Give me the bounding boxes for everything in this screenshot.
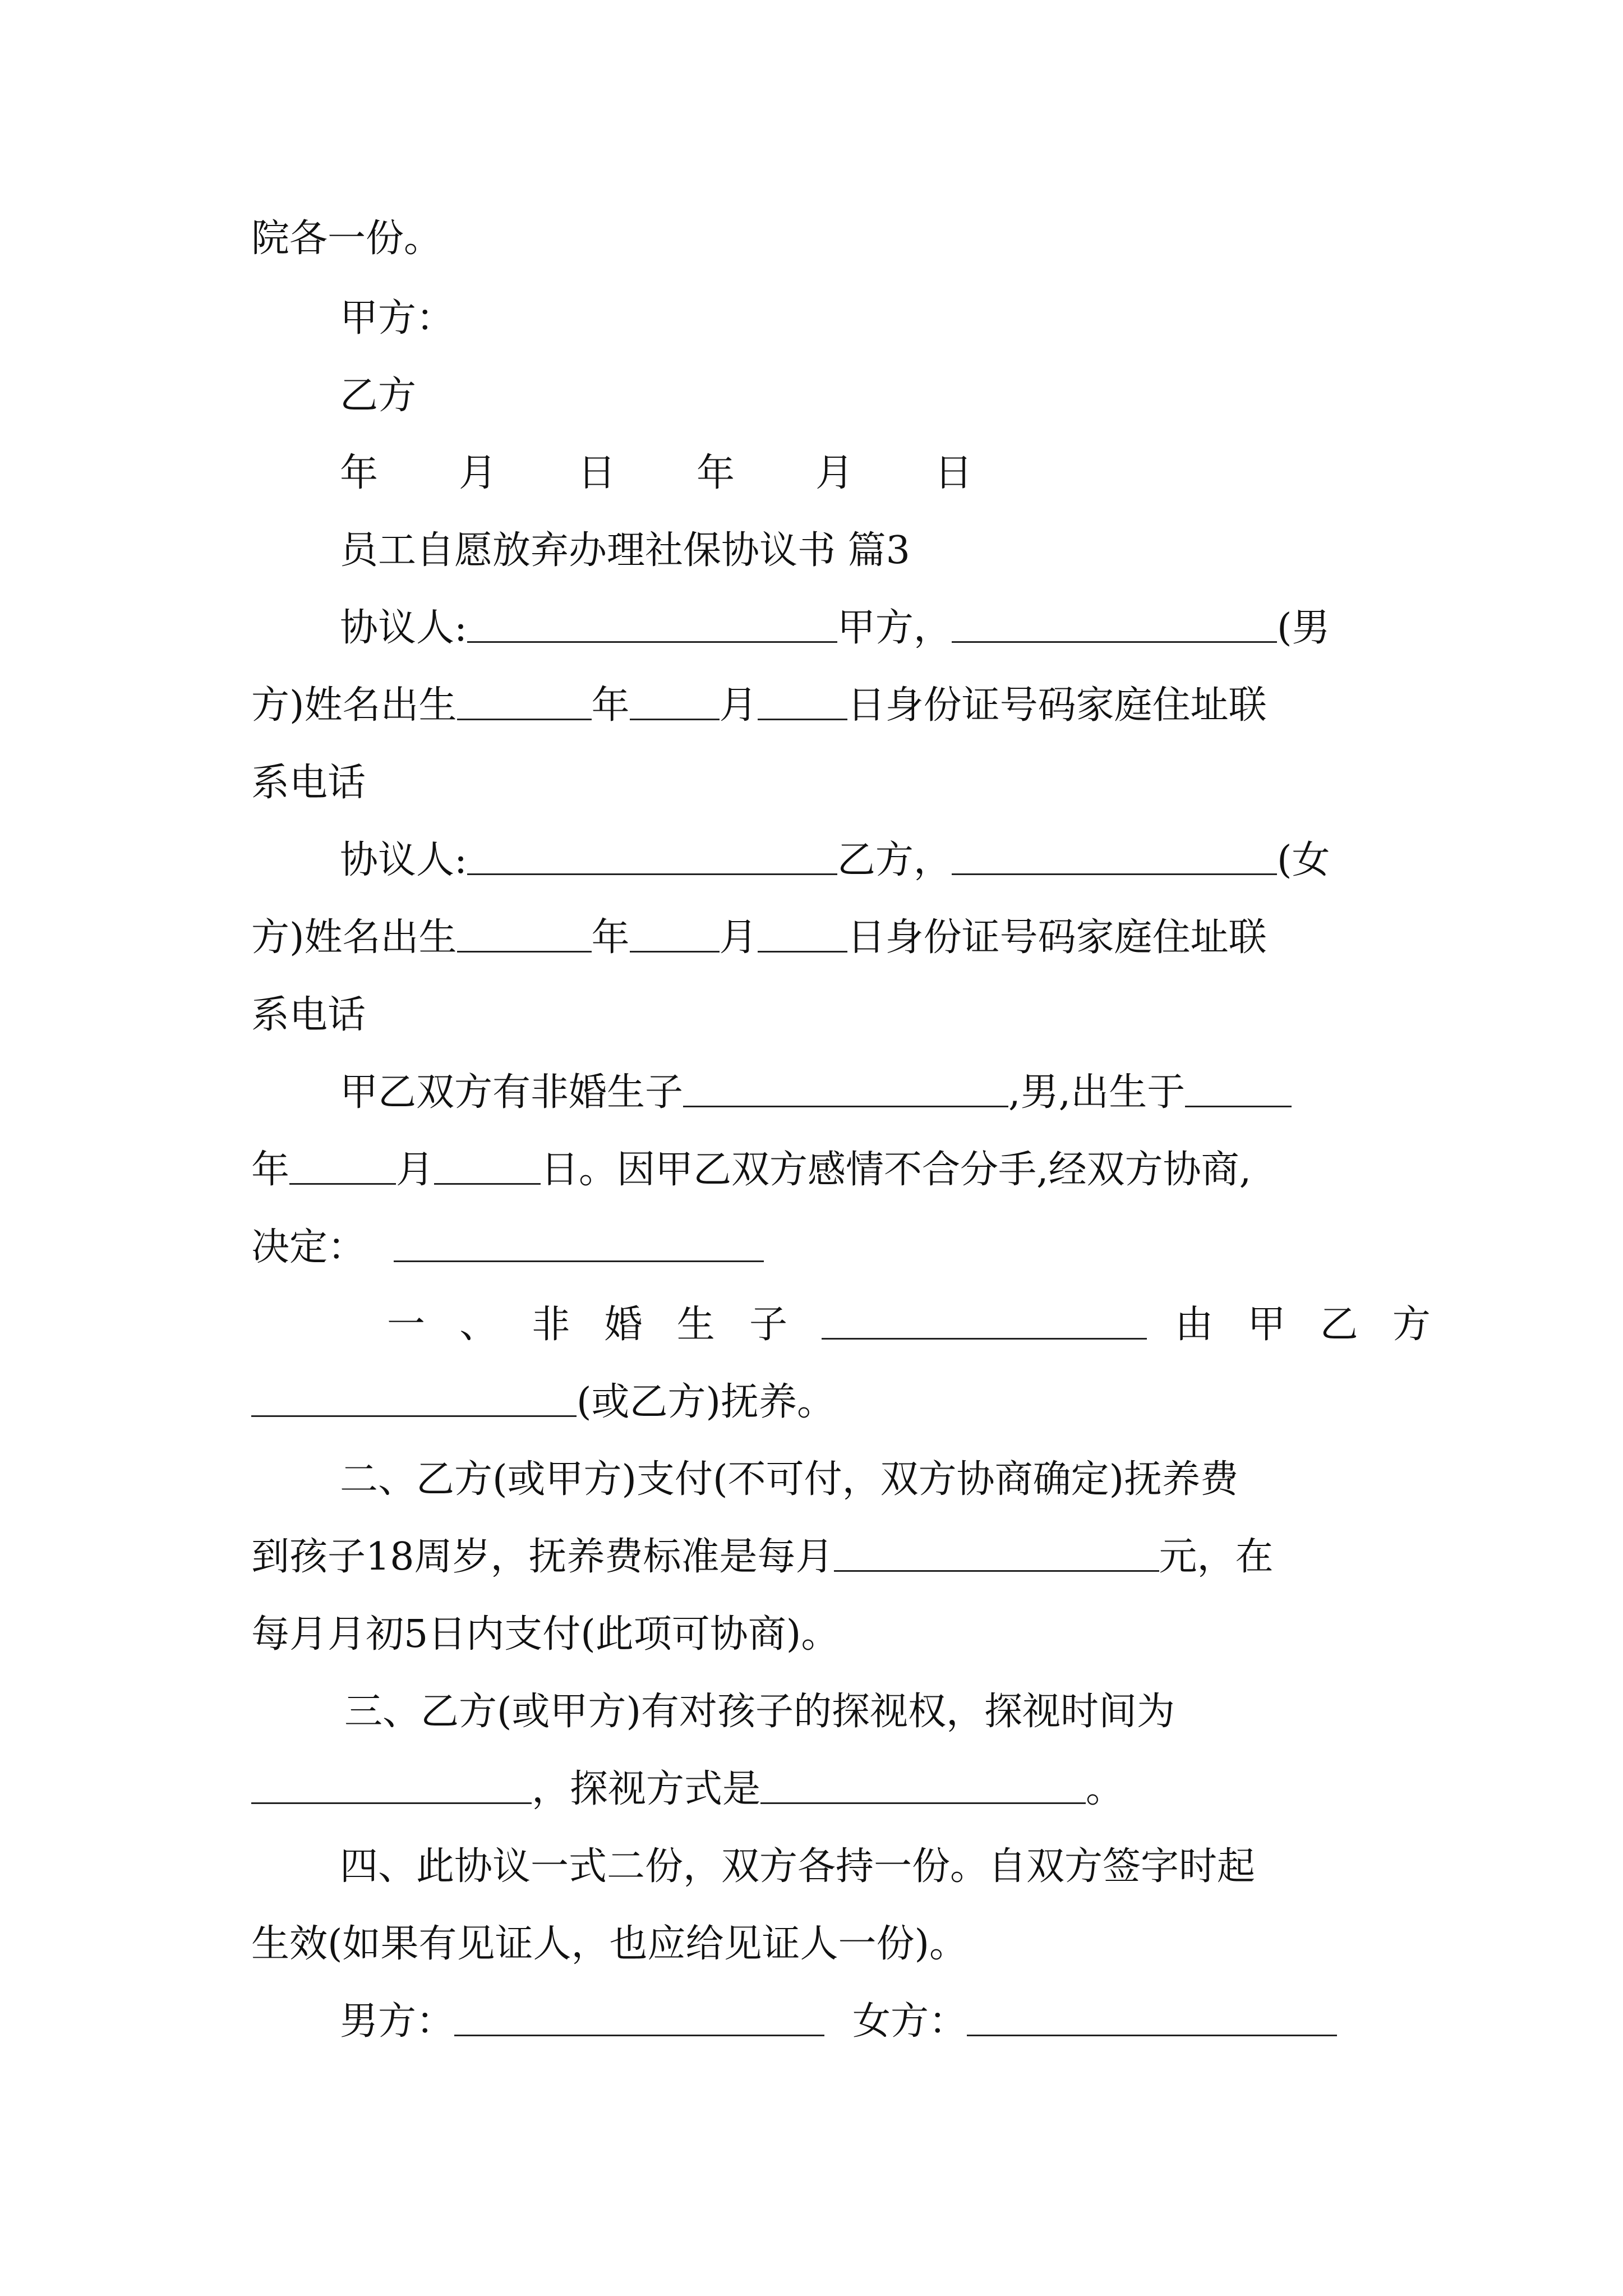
text: 年 xyxy=(251,1148,290,1192)
blank-field xyxy=(394,1228,764,1262)
text: 元，在 xyxy=(1159,1535,1274,1579)
text: 甲乙双方有非婚生子 xyxy=(340,1070,684,1115)
blank-field xyxy=(822,1305,1147,1340)
text: 协议人: xyxy=(340,606,467,650)
clause-4 xyxy=(340,1840,1390,1894)
section-title xyxy=(340,524,1390,578)
blank-field xyxy=(834,1538,1159,1572)
blank-field xyxy=(434,1151,541,1185)
child-row xyxy=(340,1066,1390,1120)
clause-3 xyxy=(344,1685,1390,1739)
text: 协议人: xyxy=(340,838,467,882)
text: 方)姓名出生 xyxy=(251,915,457,960)
text: (或乙方)抚养。 xyxy=(577,1380,836,1424)
blank-field xyxy=(457,918,592,953)
blank-field xyxy=(251,1770,532,1804)
blank-field xyxy=(457,686,592,720)
text: 日身份证号码家庭住址联 xyxy=(847,683,1267,728)
party-a-row-2 xyxy=(251,679,1390,733)
text: 系电话 xyxy=(251,761,366,805)
party-a-label xyxy=(340,292,1390,346)
party-a-row xyxy=(340,601,1390,655)
male-signature-field xyxy=(454,2002,824,2036)
text: ,男,出生于 xyxy=(1008,1070,1186,1115)
clause-4-row-2 xyxy=(251,1917,1390,1971)
blank-field xyxy=(758,918,847,953)
clause-3-row-2 xyxy=(251,1763,1390,1816)
text: 四、此协议一式二份，双方各持一份。自双方签字时起 xyxy=(340,1844,1256,1889)
text: 到孩子18周岁，抚养费标准是每月 xyxy=(251,1535,834,1579)
text: 日。因甲乙双方感情不合分手,经双方协商, xyxy=(541,1148,1252,1192)
text: 由甲乙方 xyxy=(1175,1303,1465,1347)
blank-field xyxy=(758,686,847,720)
text: 一、非婚生子 xyxy=(387,1303,822,1347)
text: 系电话 xyxy=(251,993,366,1037)
male-signature-label: 男方： xyxy=(340,1999,455,2044)
text: 月 xyxy=(719,915,758,960)
blank-field xyxy=(1185,1073,1292,1107)
text: 乙方， xyxy=(837,838,952,882)
blank-field xyxy=(467,841,837,875)
signature-row xyxy=(340,1995,1390,2049)
text: (男 xyxy=(1276,606,1330,650)
party-b-label xyxy=(340,369,1390,423)
text: 员工自愿放弃办理社保协议书 篇3 xyxy=(340,528,910,573)
text: 年 月 日 年 月 日 xyxy=(340,451,1007,495)
blank-field xyxy=(630,918,720,953)
party-b-row xyxy=(340,834,1390,887)
text-line xyxy=(251,756,1390,810)
text: ，探视方式是 xyxy=(532,1767,761,1811)
clause-2-row-3 xyxy=(251,1608,1390,1662)
text: 每月月初5日内支付(此项可协商)。 xyxy=(251,1612,840,1657)
blank-field xyxy=(683,1073,1008,1107)
clause-1 xyxy=(387,1298,1465,1352)
text: 院各一份。 xyxy=(251,217,442,261)
text: 日身份证号码家庭住址联 xyxy=(847,915,1267,960)
text: 年 xyxy=(591,683,630,728)
text: 月 xyxy=(719,683,758,728)
blank-field xyxy=(630,686,720,720)
female-signature-field xyxy=(967,2002,1337,2036)
text: 乙方 xyxy=(340,374,417,418)
blank-field xyxy=(467,609,837,643)
text: 月 xyxy=(396,1148,435,1192)
blank-field xyxy=(251,1383,577,1417)
text: 甲方， xyxy=(837,606,952,650)
text: 方)姓名出生 xyxy=(251,683,457,728)
text: 甲方： xyxy=(340,296,455,341)
text: 年 xyxy=(591,915,630,960)
text: 二、乙方(或甲方)支付(不可付，双方协商确定)抚养费 xyxy=(340,1457,1239,1502)
text: 。 xyxy=(1086,1767,1124,1811)
child-row-2 xyxy=(251,1143,1390,1197)
decision-row xyxy=(251,1221,1390,1274)
clause-2 xyxy=(340,1453,1390,1507)
text-line xyxy=(251,988,1390,1042)
female-signature-label: 女方： xyxy=(852,1999,967,2044)
blank-field xyxy=(760,1770,1086,1804)
text: 生效(如果有见证人，也应给见证人一份)。 xyxy=(251,1922,968,1966)
text: 决定： xyxy=(251,1225,366,1269)
text: (女 xyxy=(1276,838,1330,882)
blank-field xyxy=(952,841,1277,875)
party-b-row-2 xyxy=(251,911,1390,965)
date-line xyxy=(340,447,1390,500)
text-line xyxy=(251,212,1390,266)
clause-1-row-2 xyxy=(251,1375,1390,1429)
blank-field xyxy=(952,609,1277,643)
clause-2-row-2 xyxy=(251,1530,1390,1584)
blank-field xyxy=(289,1151,396,1185)
text: 三、乙方(或甲方)有对孩子的探视权，探视时间为 xyxy=(344,1690,1175,1734)
